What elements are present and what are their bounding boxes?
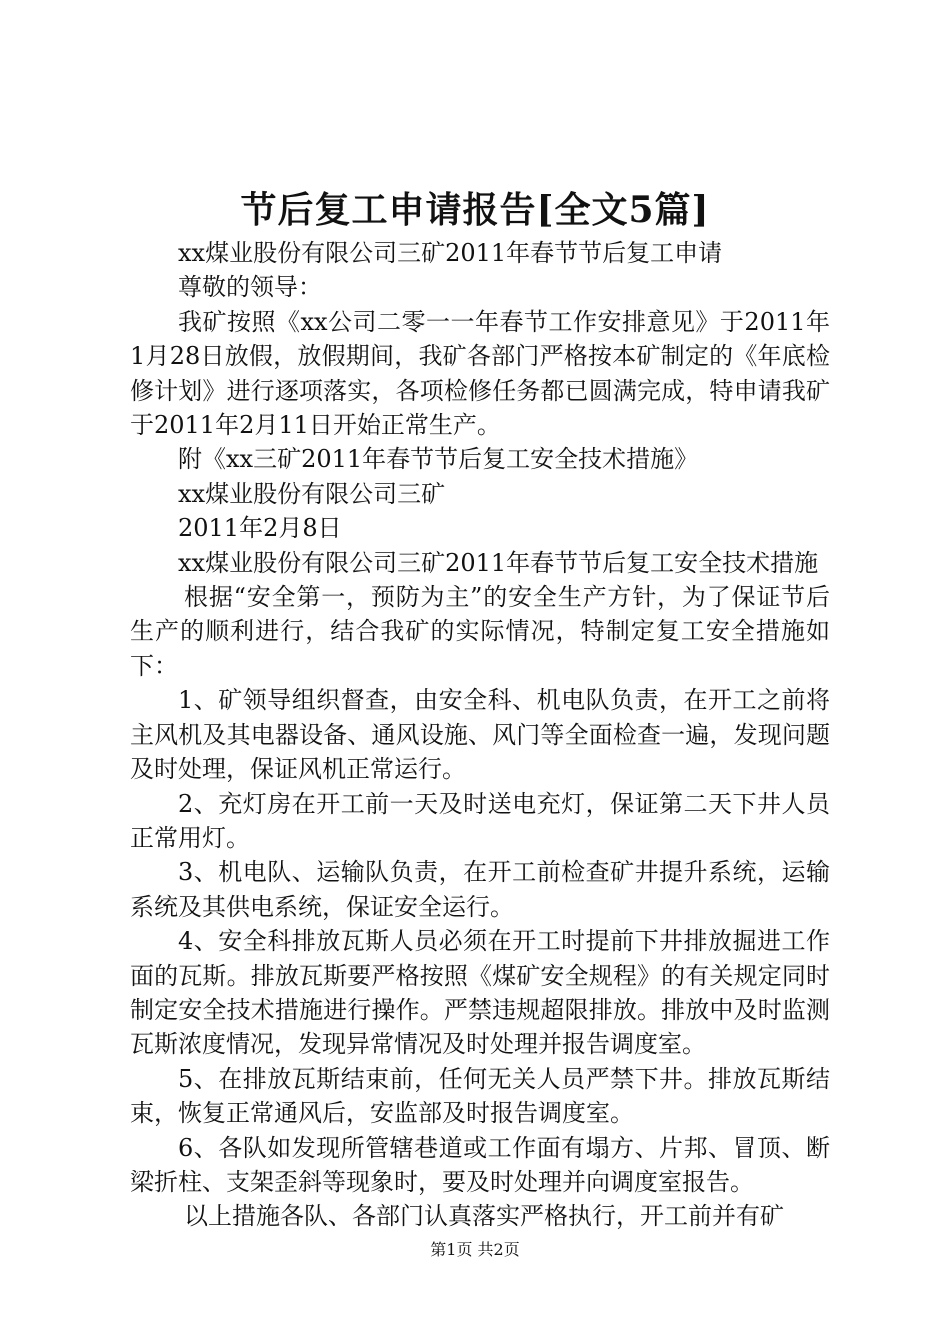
body-paragraph: xx煤业股份有限公司三矿2011年春节节后复工安全技术措施 xyxy=(178,548,819,577)
body-paragraph: 根据“安全第一，预防为主”的安全生产方针，为了保证节后生产的顺利进行，结合我矿的实际情况，特制定复工安全措施如下： xyxy=(130,583,830,680)
page-footer: 第1页 共2页 xyxy=(430,1240,520,1259)
body-paragraph: 3、机电队、运输队负责，在开工前检查矿井提升系统，运输系统及其供电系统，保证安全运行。 xyxy=(130,858,830,921)
body-paragraph: 以上措施各队、各部门认真落实严格执行，开工前并有矿 xyxy=(184,1202,784,1231)
body-paragraph: xx煤业股份有限公司三矿2011年春节节后复工申请 xyxy=(178,239,723,267)
body-paragraph: xx煤业股份有限公司三矿 xyxy=(178,479,446,508)
body-paragraph: 我矿按照《xx公司二零一一年春节工作安排意见》于2011年1月28日放假，放假期间，我矿各部门严格按本矿制定的《年底检修计划》进行逐项落实，各项检修任务都已圆满完成，特申请我矿于2011年2月11日开始正常生产。 xyxy=(130,307,830,440)
document-title: 节后复工申请报告[全文5篇] xyxy=(240,189,710,231)
body-paragraph: 1、矿领导组织督查，由安全科、机电队负责，在开工之前将主风机及其电器设备、通风设施、风门等全面检查一遍，发现问题及时处理，保证风机正常运行。 xyxy=(130,686,830,784)
body-paragraph: 尊敬的领导： xyxy=(178,273,322,302)
body-paragraph: 4、安全科排放瓦斯人员必须在开工时提前下井排放掘进工作面的瓦斯。排放瓦斯要严格按照《煤矿安全规程》的有关规定同时制定安全技术措施进行操作。严禁违规超限排放。排放中及时监测瓦斯浓度情况，发现异常情况及时处理并报告调度室。 xyxy=(130,927,830,1059)
body-paragraph: 2、充灯房在开工前一天及时送电充灯，保证第二天下井人员正常用灯。 xyxy=(130,789,830,852)
body-paragraph: 附《xx三矿2011年春节节后复工安全技术措施》 xyxy=(178,445,699,474)
body-paragraph: 2011年2月8日 xyxy=(178,514,342,543)
body-paragraph: 5、在排放瓦斯结束前，任何无关人员严禁下井。排放瓦斯结束，恢复正常通风后，安监部及时报告调度室。 xyxy=(130,1064,830,1128)
document-body xyxy=(130,236,830,1234)
body-paragraph: 6、各队如发现所管辖巷道或工作面有塌方、片邦、冒顶、断梁折柱、支架歪斜等现象时，要及时处理并向调度室报告。 xyxy=(130,1133,830,1196)
